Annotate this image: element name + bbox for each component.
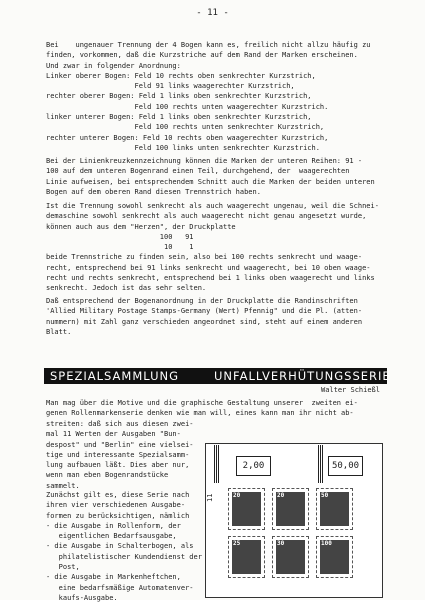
stamp bbox=[316, 488, 353, 530]
stamp-value: 100 bbox=[321, 540, 332, 547]
page-number: - 11 - bbox=[196, 8, 229, 18]
stamp-value: 25 bbox=[233, 540, 241, 547]
paragraph-separation: Ist die Trennung sowohl senkrecht als auch waagerecht ungenau, weil die Schnei- demaschine sowohl senkrecht als auch waagerecht nicht genau angesetzt wurde, können auch aus dem "Herzen", der Druckplatte 100 91 10 1 beide Trennstriche zu finden sein, also bei 100 rechts senkrecht und waage- recht, entsprechend bei 91 links senkrecht und waagerecht, bei 10 oben waage- recht und rechts senkrecht, entsprechend bei 1 links oben waagerecht und links senkrecht. Jedoch ist das sehr selten. bbox=[46, 202, 379, 293]
stamp bbox=[228, 536, 265, 578]
vertical-number: 11 bbox=[206, 493, 214, 503]
stamp-value: 20 bbox=[277, 492, 285, 499]
margin-line-marks bbox=[318, 445, 324, 483]
stamp bbox=[272, 536, 309, 578]
left-column-text-2: Zunächst gilt es, diese Serie nach ihren vier verschiedenen Ausgabe- formen zu berücksichtigen, nämlich - die Ausgabe in Rollenform, der eigentlichen Bedarfsausgabe, - die Ausgabe in Schalterbogen, als philatelistischer Kundendienst der Post, - die Ausgabe in Markenheftchen, eine bedarfsmäßige Automatenver- kaufs-Ausgabe. bbox=[46, 491, 202, 602]
section-title-left: SPEZIALSAMMLUNG bbox=[50, 369, 180, 383]
margin-value-right: 50,00 bbox=[328, 456, 363, 476]
stamp-value: 50 bbox=[321, 492, 329, 499]
paragraph-line-cross: Bei der Linienkreuzkennzeichnung können die Marken der unteren Reihen: 91 - 100 auf dem unteren Bogenrand einen Teil, durchgehend, der waagerechten Linie aufweisen, bei entsprechendem Schnitt auch die Marken der beiden unteren Bogen auf dem oberen Rand diesen Trennstrich haben. bbox=[46, 157, 375, 196]
paragraph-sheet-arrangement: Bei ungenauer Trennung der 4 Bogen kann es, freilich nicht allzu häufig zu finden, vorkommen, daß die Kurzstriche auf dem Rand der Marken erscheinen. Und zwar in folgender Anordnung: Linker oberer Bogen: Feld 10 rechts oben senkrechter Kurzstrich, Feld 91 links waagerechter Kurzstrich, rechter oberer Bogen: Feld 1 links oben senkrechter Kurzstrich, Feld 100 rechts unten waagerechter Kurzstrich. linker unterer Bogen: Feld 1 links oben senkrechter Kurzstrich, Feld 100 rechts unten senkrechter Kurzstrich, rechter unterer Bogen: Feld 10 rechts oben waagerechter Kurzstrich, Feld 100 links unten senkrechter Kurzstrich. bbox=[46, 41, 371, 152]
stamp bbox=[316, 536, 353, 578]
stamp-value: 20 bbox=[233, 492, 241, 499]
paragraph-margin-inscriptions: Daß entsprechend der Bogenanordnung in der Druckplatte die Randinschriften 'Allied Military Postage Stamps-Germany (Wert) Pfennig" und die Pl. (atten- nummern) mit Zahl ganz verschieden angeordnet sind, steht auf einem anderen Blatt. bbox=[46, 297, 363, 336]
stamp-block-image bbox=[205, 443, 383, 598]
intro-paragraph: Man mag über die Motive und die graphische Gestaltung unserer zweiten ei- genen Rollenmarkenserie denken wie man will, eines kann man ihr nicht ab- bbox=[46, 399, 358, 418]
sheet-margin bbox=[206, 444, 382, 484]
stamp bbox=[228, 488, 265, 530]
stamp bbox=[272, 488, 309, 530]
section-title-right: UNFALLVERHÜTUNGSSERIE bbox=[214, 369, 391, 383]
stamp-value: 30 bbox=[277, 540, 285, 547]
author-name: Walter Schießl bbox=[320, 386, 380, 394]
left-column-text: streiten: daß sich aus diesen zwei- mal 11 Werten der Ausgaben "Bun- despost" und "Berlin" eine vielsei- tige und interessante Spezialsamm- lung aufbauen läßt. Dies aber nur, wenn man eben Bogenrandstücke sammelt. bbox=[46, 420, 194, 490]
margin-value-left: 2,00 bbox=[236, 456, 271, 476]
margin-line-marks bbox=[214, 445, 220, 483]
section-heading-band bbox=[44, 368, 391, 384]
